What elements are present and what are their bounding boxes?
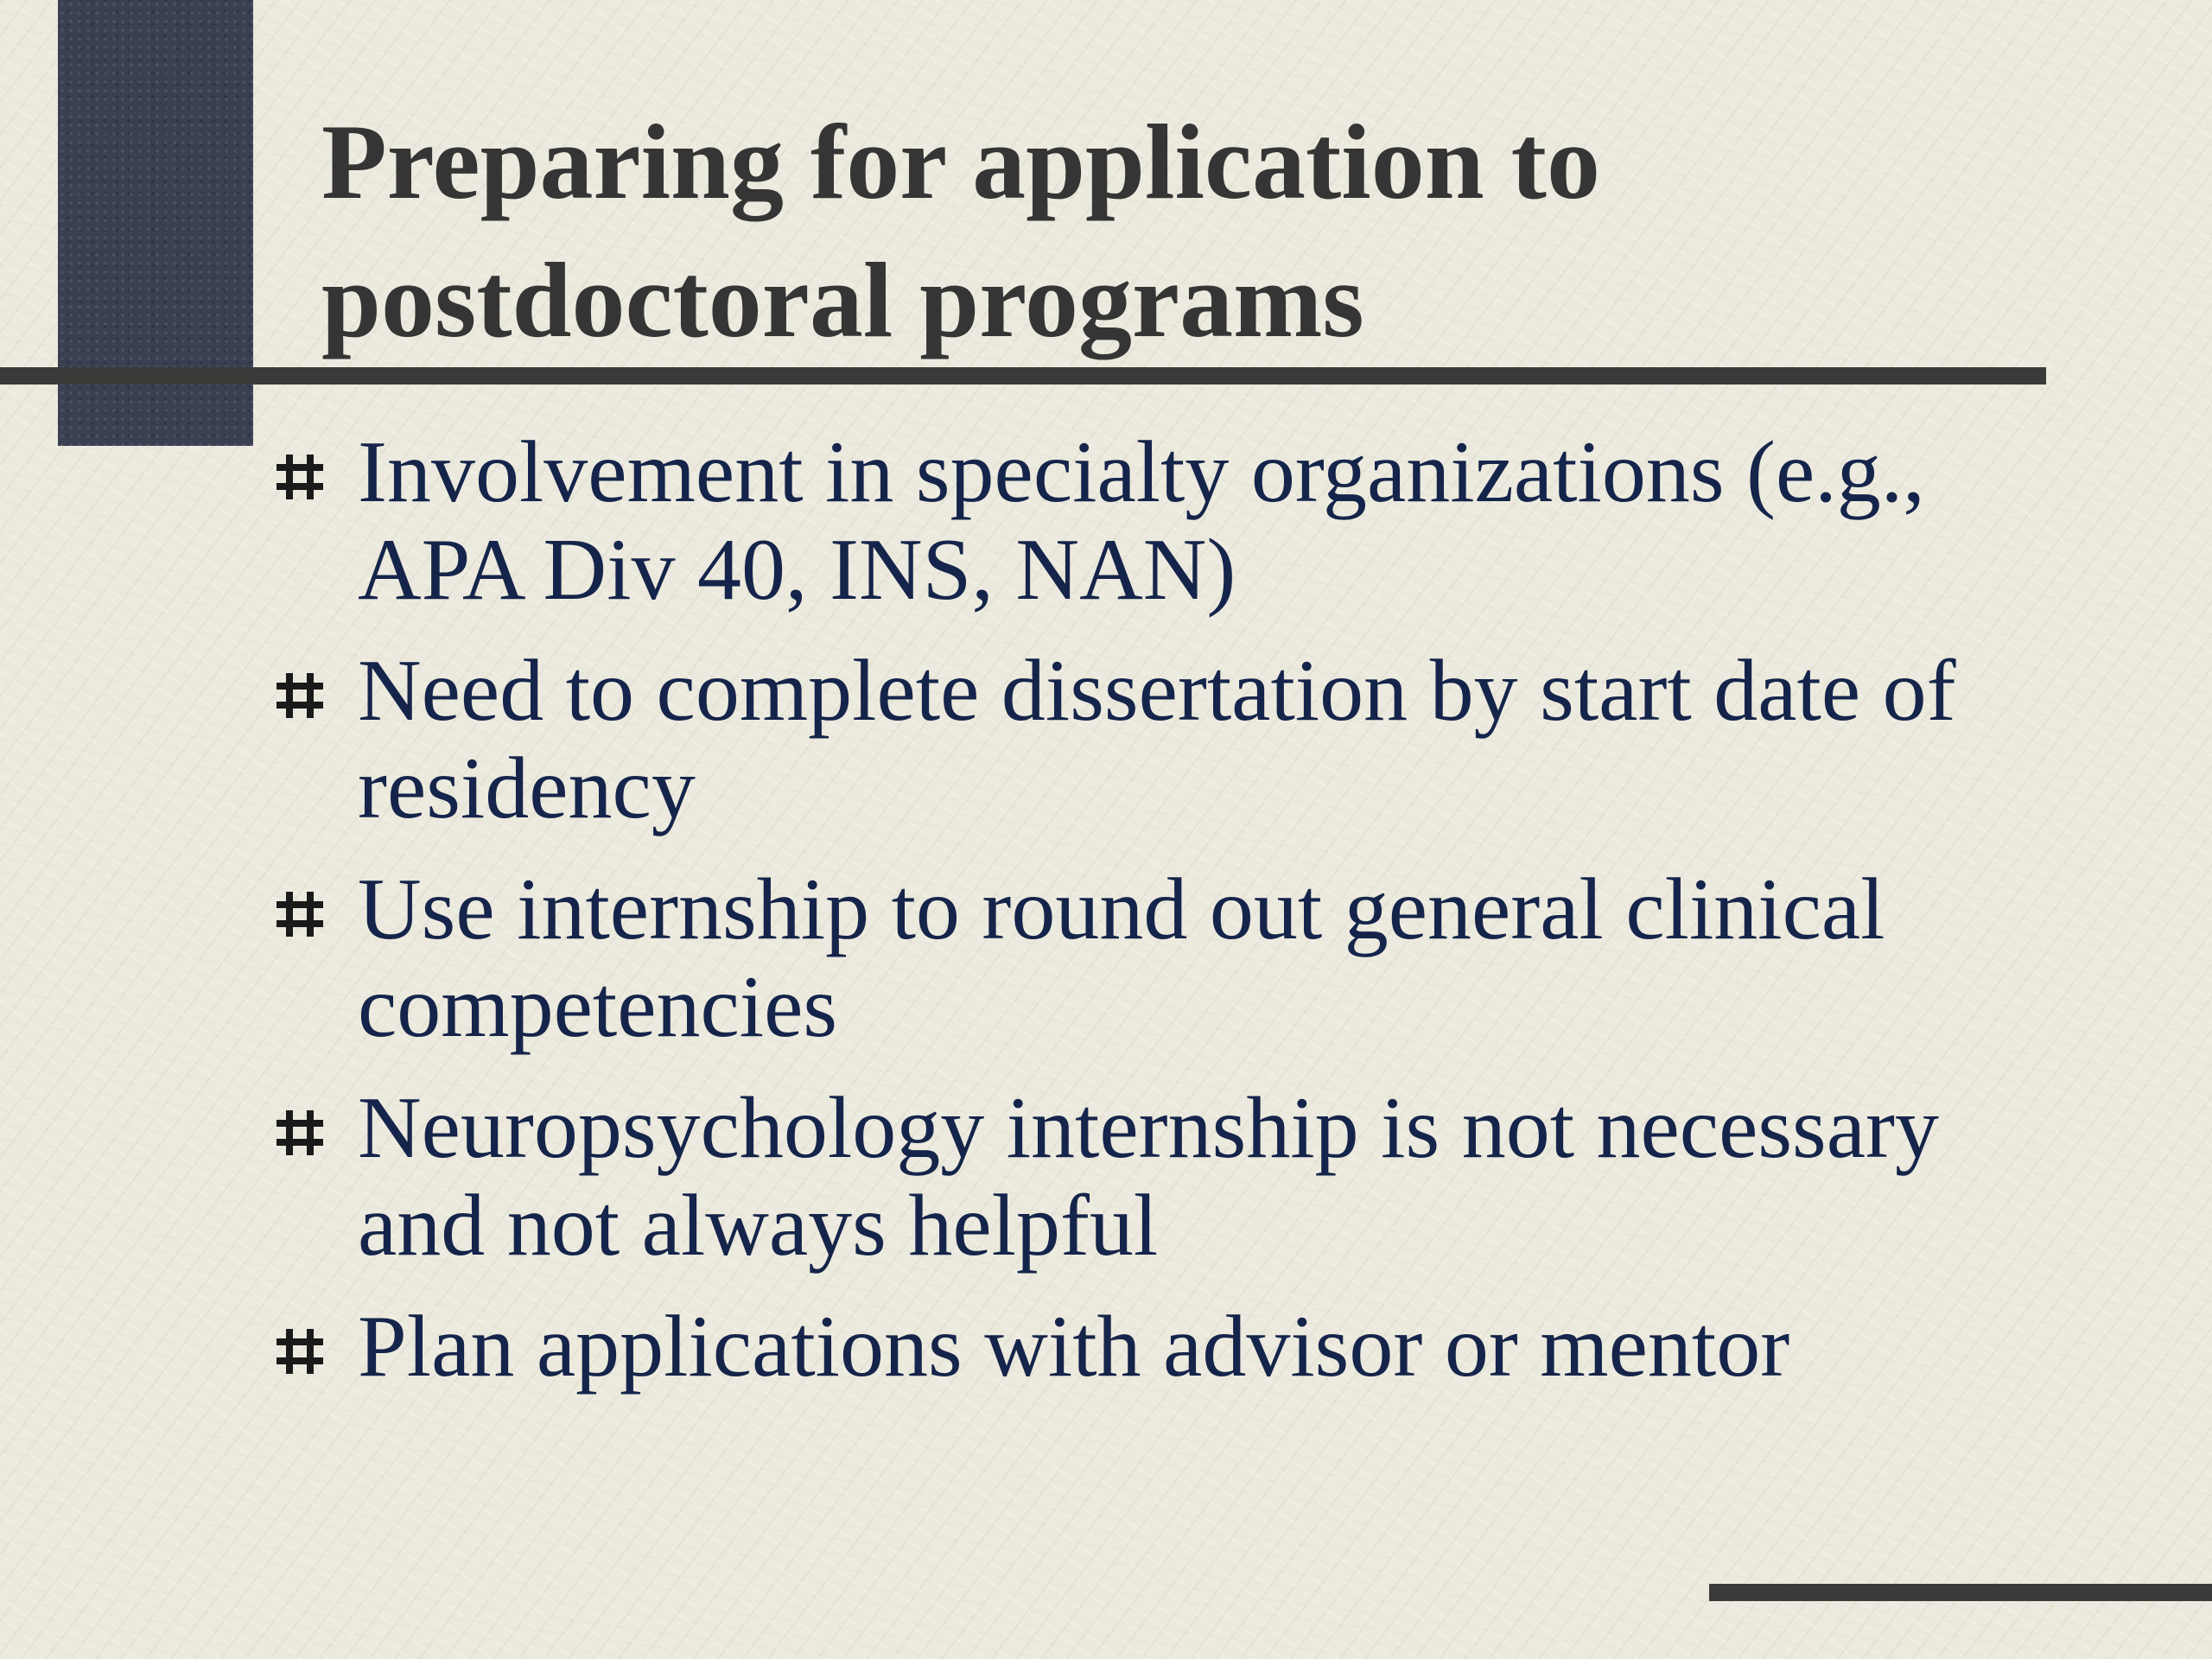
hash-bullet-icon	[276, 890, 323, 938]
bullet-list	[268, 423, 2065, 1419]
bullet-item	[268, 1079, 2065, 1274]
footer-divider-rule	[1709, 1584, 2212, 1601]
bullet-text: Use internship to round out general clinical competencies	[358, 861, 1885, 1056]
hash-bullet-icon	[276, 1109, 323, 1157]
bullet-text: Neuropsychology internship is not necessary and not always helpful	[358, 1079, 1939, 1274]
slide-title: Preparing for application to postdoctoral programs	[321, 103, 1600, 359]
bullet-item	[268, 861, 2065, 1056]
bullet-text: Need to complete dissertation by start date of residency	[358, 642, 1956, 837]
bullet-text: Involvement in specialty organizations (e.g., APA Div 40, INS, NAN)	[358, 423, 1925, 619]
hash-bullet-icon	[276, 671, 323, 720]
bullet-item	[268, 423, 2065, 619]
hash-bullet-icon	[276, 1327, 323, 1376]
bullet-text: Plan applications with advisor or mentor	[358, 1298, 1790, 1395]
title-divider-rule	[0, 367, 2046, 385]
hash-bullet-icon	[276, 453, 323, 501]
bullet-item	[268, 1298, 2065, 1395]
bullet-item	[268, 642, 2065, 837]
